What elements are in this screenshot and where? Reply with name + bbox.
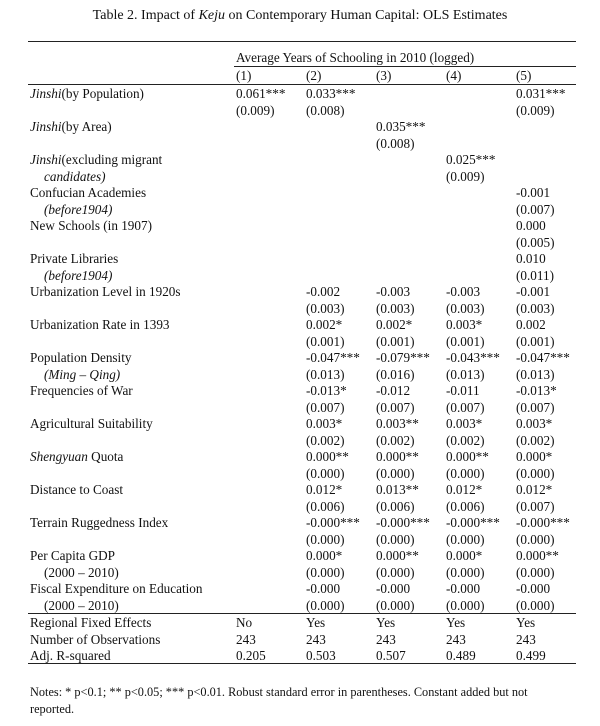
se-jinshi-pop-col5: (0.009) (516, 103, 555, 118)
se-shengyuan-col5: (0.000) (516, 466, 555, 481)
coef-shengyuan-col5: 0.000* (516, 449, 553, 464)
footer-value-2-col2: 0.503 (306, 648, 336, 663)
coef-jinshi-pop-col5: 0.031*** (516, 86, 566, 101)
row-label-urban-1920: Urbanization Level in 1920s (30, 284, 181, 299)
coef-shengyuan-col3: 0.000** (376, 449, 419, 464)
coef-war-col2: -0.013* (306, 383, 347, 398)
coef-fiscal-col2: -0.000 (306, 581, 341, 596)
footer-value-1-col2: 243 (306, 632, 326, 647)
coef-jinshi-pop-col1: 0.061*** (236, 86, 286, 101)
footer-value-0-col5: Yes (516, 615, 536, 630)
footer-label-0: Regional Fixed Effects (30, 615, 152, 630)
coef-coast-col5: 0.012* (516, 482, 553, 497)
se-agri-col5: (0.002) (516, 433, 555, 448)
se-coast-col4: (0.006) (446, 499, 485, 514)
footer-value-2-col3: 0.507 (376, 648, 406, 663)
coef-gdp-col5: 0.000** (516, 548, 559, 563)
row-label-pop-density: Population Density (30, 350, 132, 365)
footer-label-2: Adj. R-squared (30, 648, 111, 663)
se-agri-col2: (0.002) (306, 433, 345, 448)
coef-urban-1920-col5: -0.001 (516, 284, 551, 299)
footer-value-2-col5: 0.499 (516, 648, 546, 663)
se-jinshi-area-col3: (0.008) (376, 136, 415, 151)
coef-pop-density-col3: -0.079*** (376, 350, 430, 365)
row-label-urban-1393: Urbanization Rate in 1393 (30, 317, 170, 332)
coef-gdp-col2: 0.000* (306, 548, 343, 563)
coef-agri-col4: 0.003* (446, 416, 483, 431)
header-span-label: Average Years of Schooling in 2010 (logged) (236, 50, 475, 65)
coef-confucian-col5: -0.001 (516, 185, 551, 200)
se-terrain-col3: (0.000) (376, 532, 415, 547)
row-label-jinshi-excl: Jinshi(excluding migrant (30, 152, 163, 167)
se-jinshi-excl-col4: (0.009) (446, 169, 485, 184)
footer-value-0-col2: Yes (306, 615, 326, 630)
se-terrain-col2: (0.000) (306, 532, 345, 547)
se-jinshi-pop-col1: (0.009) (236, 103, 275, 118)
se-shengyuan-col4: (0.000) (446, 466, 485, 481)
footer-top-rule (28, 613, 576, 614)
se-war-col2: (0.007) (306, 400, 345, 415)
se-fiscal-col2: (0.000) (306, 598, 345, 613)
se-war-col4: (0.007) (446, 400, 485, 415)
coef-private-libraries-col5: 0.010 (516, 251, 546, 266)
footer-label-1: Number of Observations (30, 632, 161, 647)
se-shengyuan-col2: (0.000) (306, 466, 345, 481)
footer-value-0-col1: No (236, 615, 253, 630)
coef-gdp-col4: 0.000* (446, 548, 483, 563)
se-pop-density-col3: (0.016) (376, 367, 415, 382)
coef-coast-col3: 0.013** (376, 482, 419, 497)
coef-agri-col2: 0.003* (306, 416, 343, 431)
row-label-new-schools: New Schools (in 1907) (30, 218, 152, 233)
se-urban-1920-col2: (0.003) (306, 301, 345, 316)
se-fiscal-col3: (0.000) (376, 598, 415, 613)
coef-jinshi-excl-col4: 0.025*** (446, 152, 496, 167)
coef-jinshi-pop-col2: 0.033*** (306, 86, 356, 101)
row-sublabel-confucian: (before1904) (44, 202, 113, 217)
se-coast-col3: (0.006) (376, 499, 415, 514)
footer-value-1-col3: 243 (376, 632, 396, 647)
row-label-gdp: Per Capita GDP (30, 548, 115, 563)
coef-urban-1393-col2: 0.002* (306, 317, 343, 332)
coef-coast-col4: 0.012* (446, 482, 483, 497)
row-label-fiscal: Fiscal Expenditure on Education (30, 581, 203, 596)
coef-urban-1393-col5: 0.002 (516, 317, 546, 332)
coef-war-col5: -0.013* (516, 383, 557, 398)
se-private-libraries-col5: (0.011) (516, 268, 554, 283)
coef-pop-density-col2: -0.047*** (306, 350, 360, 365)
coef-new-schools-col5: 0.000 (516, 218, 546, 233)
se-agri-col4: (0.002) (446, 433, 485, 448)
coef-war-col3: -0.012 (376, 383, 411, 398)
table-notes: Notes: * p<0.1; ** p<0.05; *** p<0.01. Robust standard error in parentheses. Constant added but not reported. (30, 685, 528, 716)
se-war-col5: (0.007) (516, 400, 555, 415)
col-header-4: (4) (446, 68, 462, 83)
se-fiscal-col4: (0.000) (446, 598, 485, 613)
row-label-confucian: Confucian Academies (30, 185, 147, 200)
coef-terrain-col2: -0.000*** (306, 515, 360, 530)
row-label-war: Frequencies of War (30, 383, 133, 398)
se-urban-1920-col4: (0.003) (446, 301, 485, 316)
footer-value-2-col1: 0.205 (236, 648, 266, 663)
se-agri-col3: (0.002) (376, 433, 415, 448)
row-label-agri: Agricultural Suitability (30, 416, 153, 431)
coef-jinshi-area-col3: 0.035*** (376, 119, 426, 134)
coef-urban-1920-col3: -0.003 (376, 284, 411, 299)
row-label-private-libraries: Private Libraries (30, 251, 119, 266)
bottom-rule (28, 663, 576, 664)
coef-coast-col2: 0.012* (306, 482, 343, 497)
coef-fiscal-col3: -0.000 (376, 581, 411, 596)
coef-urban-1920-col2: -0.002 (306, 284, 341, 299)
top-rule (28, 41, 576, 42)
se-pop-density-col4: (0.013) (446, 367, 485, 382)
row-label-coast: Distance to Coast (30, 482, 124, 497)
header-bottom-rule (28, 84, 576, 85)
coef-agri-col5: 0.003* (516, 416, 553, 431)
se-pop-density-col2: (0.013) (306, 367, 345, 382)
row-sublabel-jinshi-excl: candidates) (44, 169, 106, 184)
coef-gdp-col3: 0.000** (376, 548, 419, 563)
footer-value-1-col1: 243 (236, 632, 256, 647)
footer-value-0-col4: Yes (446, 615, 466, 630)
coef-urban-1920-col4: -0.003 (446, 284, 481, 299)
se-urban-1920-col3: (0.003) (376, 301, 415, 316)
footer-value-1-col5: 243 (516, 632, 536, 647)
coef-terrain-col3: -0.000*** (376, 515, 430, 530)
coef-agri-col3: 0.003** (376, 416, 419, 431)
se-terrain-col4: (0.000) (446, 532, 485, 547)
se-war-col3: (0.007) (376, 400, 415, 415)
row-label-jinshi-area: Jinshi(by Area) (30, 119, 112, 134)
coef-fiscal-col4: -0.000 (446, 581, 481, 596)
coef-fiscal-col5: -0.000 (516, 581, 551, 596)
se-urban-1393-col2: (0.001) (306, 334, 345, 349)
se-coast-col5: (0.007) (516, 499, 555, 514)
se-urban-1393-col5: (0.001) (516, 334, 555, 349)
se-shengyuan-col3: (0.000) (376, 466, 415, 481)
se-gdp-col2: (0.000) (306, 565, 345, 580)
footer-value-2-col4: 0.489 (446, 648, 476, 663)
col-header-1: (1) (236, 68, 252, 83)
se-fiscal-col5: (0.000) (516, 598, 555, 613)
col-header-5: (5) (516, 68, 532, 83)
row-sublabel-gdp: (2000 – 2010) (44, 565, 119, 580)
footer-value-0-col3: Yes (376, 615, 396, 630)
row-label-terrain: Terrain Ruggedness Index (30, 515, 169, 530)
row-sublabel-fiscal: (2000 – 2010) (44, 598, 119, 613)
coef-shengyuan-col4: 0.000** (446, 449, 489, 464)
se-gdp-col5: (0.000) (516, 565, 555, 580)
coef-terrain-col4: -0.000*** (446, 515, 500, 530)
se-new-schools-col5: (0.005) (516, 235, 555, 250)
row-label-shengyuan: Shengyuan Quota (30, 449, 124, 464)
col-header-3: (3) (376, 68, 392, 83)
se-terrain-col5: (0.000) (516, 532, 555, 547)
table-title: Table 2. Impact of Keju on Contemporary Human Capital: OLS Estimates (92, 8, 508, 23)
se-confucian-col5: (0.007) (516, 202, 555, 217)
col-header-2: (2) (306, 68, 322, 83)
se-pop-density-col5: (0.013) (516, 367, 555, 382)
se-urban-1393-col4: (0.001) (446, 334, 485, 349)
coef-pop-density-col5: -0.047*** (516, 350, 570, 365)
se-jinshi-pop-col2: (0.008) (306, 103, 345, 118)
se-gdp-col4: (0.000) (446, 565, 485, 580)
coef-terrain-col5: -0.000*** (516, 515, 570, 530)
coef-pop-density-col4: -0.043*** (446, 350, 500, 365)
row-sublabel-private-libraries: (before1904) (44, 268, 113, 283)
coef-war-col4: -0.011 (446, 383, 480, 398)
row-label-jinshi-pop: Jinshi(by Population) (30, 86, 144, 101)
se-urban-1920-col5: (0.003) (516, 301, 555, 316)
se-gdp-col3: (0.000) (376, 565, 415, 580)
coef-urban-1393-col4: 0.003* (446, 317, 483, 332)
coef-shengyuan-col2: 0.000** (306, 449, 349, 464)
header-span-rule (234, 66, 576, 67)
row-sublabel-pop-density: (Ming – Qing) (44, 367, 121, 382)
se-coast-col2: (0.006) (306, 499, 345, 514)
se-urban-1393-col3: (0.001) (376, 334, 415, 349)
coef-urban-1393-col3: 0.002* (376, 317, 413, 332)
footer-value-1-col4: 243 (446, 632, 466, 647)
